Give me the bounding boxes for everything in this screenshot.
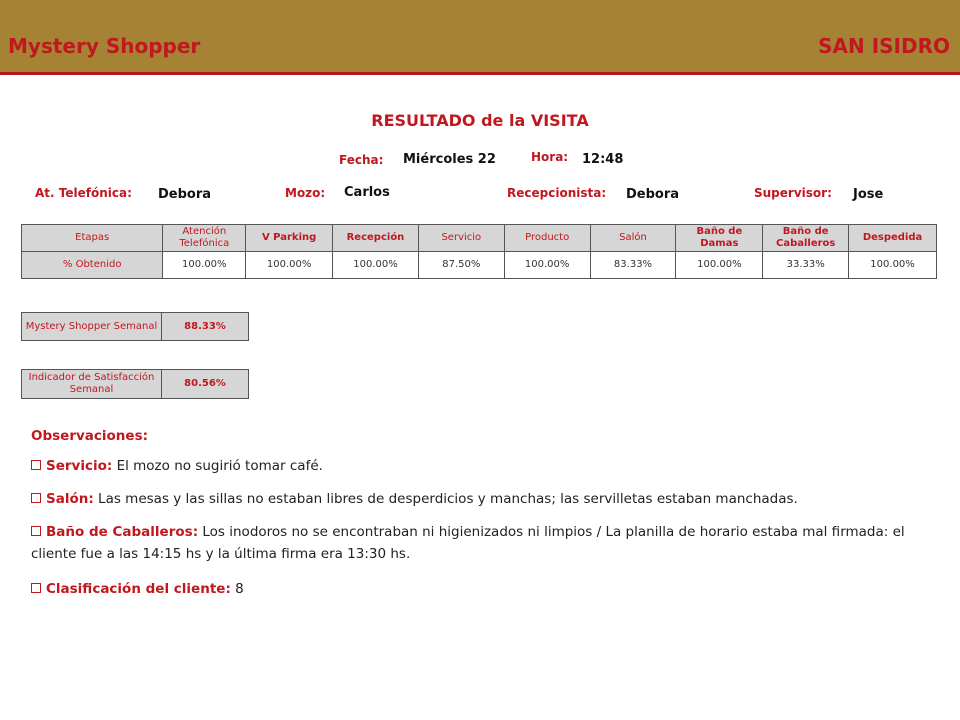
header-divider (0, 72, 960, 75)
observation-item: Baño de Caballeros: Los inodoros no se encontraban ni higienizados ni limpios / La planilla de horario estaba mal firmada: el cliente fue a las 14:15 hs y la última firma era 13:30 hs. (31, 524, 905, 562)
observation-item: Salón: Las mesas y las sillas no estaban libres de desperdicios y manchas; las servilletas estaban manchadas. (31, 488, 931, 510)
stage-value: 100.00% (849, 252, 937, 279)
stage-header: Atención Telefónica (163, 225, 246, 252)
checkbox-bullet-icon (31, 493, 41, 503)
date-value: Miércoles 22 (403, 152, 496, 167)
stage-value: 83.33% (590, 252, 676, 279)
stage-header: Salón (590, 225, 676, 252)
reception-label: Recepcionista: (507, 186, 607, 200)
header-location: SAN ISIDRO (818, 34, 950, 58)
date-label: Fecha: (339, 153, 384, 167)
stage-header: Despedida (849, 225, 937, 252)
checkbox-bullet-icon (31, 526, 41, 536)
stage-value: 100.00% (676, 252, 763, 279)
result-label: % Obtenido (22, 252, 163, 279)
stage-header: Recepción (333, 225, 419, 252)
phone-value: Debora (158, 187, 212, 202)
weekly-satisfaction-table (21, 369, 249, 399)
waiter-value: Carlos (344, 185, 390, 200)
checkbox-bullet-icon (31, 583, 41, 593)
weekly-satisfaction-label: Indicador de Satisfacción Semanal (22, 370, 162, 399)
phone-label: At. Telefónica: (35, 186, 132, 200)
header-title: Mystery Shopper (8, 34, 201, 58)
stages-result-row (22, 252, 937, 279)
time-label: Hora: (531, 150, 569, 164)
supervisor-value: Jose (853, 187, 884, 202)
weekly-mystery-table (21, 312, 249, 341)
weekly-mystery-label: Mystery Shopper Semanal (22, 313, 162, 341)
report-title: RESULTADO de la VISITA (371, 111, 589, 130)
stage-value: 100.00% (246, 252, 333, 279)
stages-header-row (22, 225, 937, 252)
time-value: 12:48 (582, 152, 624, 167)
stage-value: 87.50% (418, 252, 504, 279)
stage-value: 100.00% (333, 252, 419, 279)
stage-header: Servicio (418, 225, 504, 252)
checkbox-bullet-icon (31, 460, 41, 470)
observations-heading: Observaciones: (31, 428, 149, 444)
stage-value: 100.00% (504, 252, 590, 279)
stages-table (21, 224, 937, 279)
weekly-satisfaction-value: 80.56% (162, 370, 249, 399)
stage-header: Producto (504, 225, 590, 252)
stage-header: V Parking (246, 225, 333, 252)
supervisor-label: Supervisor: (754, 186, 832, 200)
reception-value: Debora (626, 187, 680, 202)
stage-value: 100.00% (163, 252, 246, 279)
observation-item: Clasificación del cliente: 8 (31, 578, 931, 600)
weekly-mystery-value: 88.33% (162, 313, 249, 341)
stage-header: Baño de Damas (676, 225, 763, 252)
stages-row-header: Etapas (22, 225, 163, 252)
stage-value: 33.33% (763, 252, 849, 279)
waiter-label: Mozo: (285, 186, 326, 200)
stage-header: Baño de Caballeros (763, 225, 849, 252)
observation-item: Servicio: El mozo no sugirió tomar café. (31, 455, 931, 477)
